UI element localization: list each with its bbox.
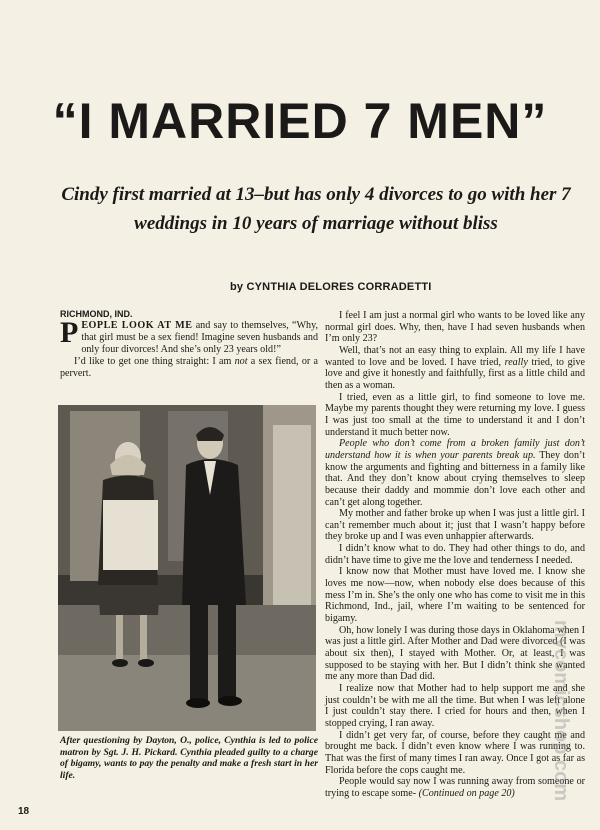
emphasis-text: People who don’t come from a broken family just don’t understand how it is when your parents break up. xyxy=(325,438,585,461)
lead-paragraph xyxy=(60,316,318,356)
deck-subtitle: Cindy first married at 13–but has only 4 divorces to go with her 7 weddings in 10 years of marriage without bliss xyxy=(61,184,571,234)
dateline: RICHMOND, IND. xyxy=(60,309,133,319)
paragraph: I didn’t know what to do. They had other things to do, and didn’t have time to give me the love and tenderness I needed. xyxy=(325,543,585,566)
paragraph xyxy=(60,356,318,380)
continued-note: (Continued on page 20) xyxy=(418,787,515,799)
paragraph xyxy=(325,438,585,508)
emphasis-text: really xyxy=(504,356,528,368)
paragraph-text: Well, that’s not an easy thing to explain. All my life I have wanted to love and be loved. I have tried, xyxy=(325,344,585,368)
left-column-text xyxy=(60,316,318,380)
paragraph xyxy=(325,345,585,392)
photo-illustration xyxy=(58,405,316,731)
paragraph-text: tried, to give love and give it honestly and faithfully, first as a little child and then as a woman. xyxy=(325,356,585,391)
paragraph: I feel I am just a normal girl who wants to be loved like any normal girl does. Why, then, have I had seven husbands when I’m only 23? xyxy=(325,310,585,345)
news-photo xyxy=(58,405,316,731)
paragraph: Oh, how lonely I was during those days in Oklahoma when I was just a little girl. After Mother and Dad were divorced (I was about six then), I stayed with Mother. Or, at least, I was supposed to be staying with her. But I didn’t think she wanted me any more than Dad did. xyxy=(325,624,585,683)
lead-smallcaps: EOPLE LOOK AT ME xyxy=(81,320,193,331)
paragraph: My mother and father broke up when I was just a little girl. I can’t remember much about it; just that I wasn’t happy before they broke up and I was even unhappier afterwards. xyxy=(325,508,585,543)
paragraph: I know now that Mother must have loved me. I know she loves me now—now, when nobody else does because of this mess I’m in. She’s the only one who has come to visit me in this Richmond, Ind., jail, where I’m waiting to be sentenced for bigamy. xyxy=(325,566,585,625)
paragraph-text: a sex fiend, or a pervert. xyxy=(60,355,318,379)
page-number: 18 xyxy=(18,806,30,817)
photo-caption: After questioning by Dayton, O., police, Cynthia is led to police matron by Sgt. J. H. Pickard. Cynthia pleaded guilty to a charge of bigamy, wants to pay the penalty and make a fresh start in her life. xyxy=(60,735,318,781)
watermark: mycomicshop.com xyxy=(550,620,572,802)
paragraph: I realize now that Mother had to help support me and she just couldn’t be with me all the time. But when I was left alone I just couldn’t stay there. I cried for hours and then, when I stopped crying, I ran away. xyxy=(325,683,585,729)
paragraph-text: I’d like to get one thing straight: I am xyxy=(74,355,235,367)
byline: by CYNTHIA DELORES CORRADETTI xyxy=(230,281,432,293)
drop-cap: P xyxy=(60,316,79,349)
headline: “I MARRIED 7 MEN” xyxy=(52,93,548,149)
paragraph: I didn’t get very far, of course, before they caught me and brought me back. I didn’t even know where I was running to. That was the first of many times I ran away. Once I got as far as Florida before the cops caught me. xyxy=(325,729,585,776)
paragraph: I tried, even as a little girl, to find someone to love me. Maybe my parents thought they were returning my love. I guess I was just too small at the time to understand it and I don’t understand it much better now. xyxy=(325,391,585,438)
paragraph-text: People would say now I was running away from someone or trying to escape some- xyxy=(325,776,585,799)
emphasis-text: not xyxy=(234,355,248,367)
lead-text: and say to themselves, “Why, that girl must be a sex fiend! Imagine seven husbands and only four divorces! And she’s only 23 years old!” xyxy=(81,320,318,355)
paragraph-text: They don’t know the arguments and fighting and bitterness in a family like that. And they don’t know about crying themselves to sleep because their daddy and mommie don’t love each other and can’t get along together. xyxy=(325,449,585,508)
